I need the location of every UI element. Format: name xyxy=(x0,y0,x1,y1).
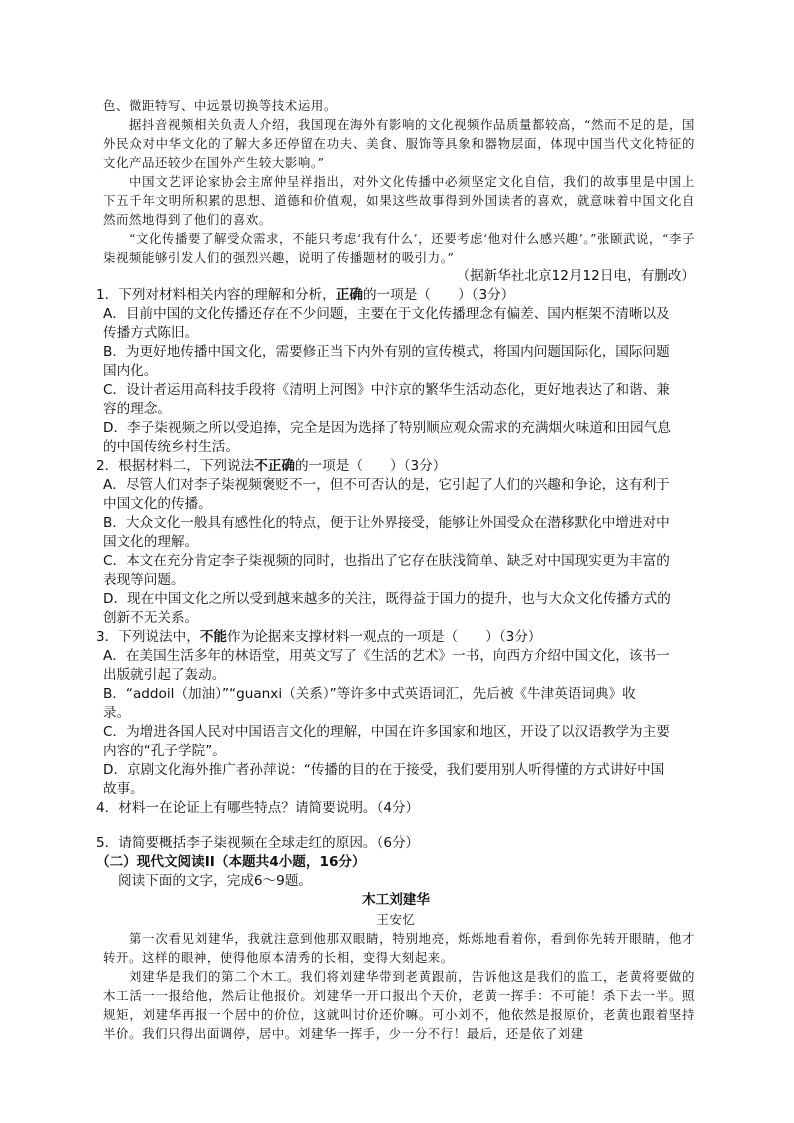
passage-paragraph: 据抖音视频相关负责人介绍，我国现在海外有影响的文化视频作品质量都较高，“然而不足的是，国外民众对中华文化的了解大多还停留在功夫、美食、服饰等具象和器物层面，体现中国当代文化特征的文化产品还较少在国外产生较大影响。” xyxy=(103,117,695,170)
stem-text: 2．根据材料二，下列说法 xyxy=(96,458,255,474)
question-1-option-a: A．目前中国的文化传播还存在不少问题，主要在于文化传播理念有偏差、国内框架不清晰以及 传播方式陈旧。 xyxy=(103,306,670,341)
question-5: 5．请简要概括李子柒视频在全球走红的原因。（6分） xyxy=(96,835,420,851)
question-3-stem xyxy=(96,628,696,647)
passage-paragraph: 中国文艺评论家协会主席仲呈祥指出，对外文化传播中必须坚定文化自信，我们的故事里是中国上下五千年文明所积累的思想、道德和价值观，如果这些故事得到外国读者的喜欢，就意味着中国文化自然而然地得到了他们的喜欢。 xyxy=(103,174,695,227)
question-2-option-a: A．尽管人们对李子柒视频褒贬不一，但不可否认的是，它引起了人们的兴趣和争论，这有利于 中国文化的传播。 xyxy=(103,477,670,512)
passage-line-top: 色、微距特写、中远景切换等技术运用。 xyxy=(103,98,337,113)
article-author: 王安忆 xyxy=(376,912,416,927)
passage-paragraph: “文化传播要了解受众需求，不能只考虑‘我有什么’，还要考虑‘他对什么感兴趣’。”张颐武说，“李子柒视频能够引发人们的强烈兴趣，说明了传播题材的吸引力。” xyxy=(103,231,695,265)
question-3-option-d: D．京剧文化海外推广者孙萍说：“传播的目的在于接受，我们要用别人听得懂的方式讲好中国 故事。 xyxy=(103,762,665,797)
article-title: 木工刘建华 xyxy=(362,892,430,908)
question-3-option-b: B．“addoil（加油）”“guanxi（关系）”等许多中式英语词汇，先后被《牛津英语词典》收 录。 xyxy=(103,686,636,721)
stem-text: 1．下列对材料相关内容的理解和分析， xyxy=(96,287,336,303)
article-paragraph: 刘建华是我们的第二个木工。我们将刘建华带到老黄跟前，告诉他这是我们的监工，老黄将要做的木工活一一报给他，然后让他报价。刘建华一开口报出个天价，老黄一挥手：不可能！杀下去一半。照规矩，刘建华再报一个居中的价位，这就叫讨价还价嘛。可小刘不，他依然是报原价，老黄也跟着坚持半价。我们只得出面调停，居中。刘建华一挥手，少一分不行！最后，还是依了刘建 xyxy=(103,969,695,1041)
section-heading: （二）现代文阅读II（本题共4小题，16分） xyxy=(96,854,366,870)
question-1-stem xyxy=(96,286,696,305)
question-2-option-c: C．本文在充分肯定李子柒视频的同时，也指出了它存在肤浅简单、缺乏对中国现实更为丰富的 表现等问题。 xyxy=(103,553,670,588)
stem-emphasis: 不能 xyxy=(199,629,227,645)
stem-text: 的一项是（ ）（3分） xyxy=(362,287,515,303)
question-2-option-d: D．现在中国文化之所以受到越来越多的关注，既得益于国力的提升，也与大众文化传播方式的 创新不无关系。 xyxy=(103,591,671,626)
question-2-stem xyxy=(96,457,696,476)
stem-emphasis: 不正确 xyxy=(254,458,295,474)
question-1-option-b: B．为更好地传播中国文化，需要修正当下内外有别的宣传模式，将国内问题国际化，国际问题 国内化。 xyxy=(103,344,670,379)
source-citation: （据新华社北京12月12日电，有删改） xyxy=(456,268,695,284)
stem-text: 作为论据来支撑材料一观点的一项是（ ）（3分） xyxy=(227,629,542,645)
section-instruction: 阅读下面的文字，完成6～9题。 xyxy=(118,873,313,889)
stem-emphasis: 正确 xyxy=(335,287,363,303)
question-1-option-d: D．李子柒视频之所以受追捧，完全是因为选择了特别顺应观众需求的充满烟火味道和田园气息 的中国传统乡村生活。 xyxy=(103,420,671,455)
question-3-option-c: C．为增进各国人民对中国语言文化的理解，中国在许多国家和地区，开设了以汉语教学为主要 内容的“孔子学院”。 xyxy=(103,724,670,759)
question-1-option-c: C．设计者运用高科技手段将《清明上河图》中汴京的繁华生活动态化，更好地表达了和谐、兼 容的理念。 xyxy=(103,382,670,417)
question-3-option-a: A．在美国生活多年的林语堂，用英文写了《生活的艺术》一书，向西方介绍中国文化，该书一 出版就引起了轰动。 xyxy=(103,648,670,683)
stem-text: 3．下列说法中， xyxy=(96,629,200,645)
stem-text: 的一项是（ ）（3分） xyxy=(294,458,447,474)
question-2-option-b: B．大众文化一般具有感性化的特点，便于让外界接受，能够让外国受众在潜移默化中增进对中 国文化的理解。 xyxy=(103,515,670,550)
question-4: 4．材料一在论证上有哪些特点？请简要说明。（4分） xyxy=(96,800,420,816)
article-paragraph: 第一次看见刘建华，我就注意到他那双眼睛，特别地亮，烁烁地看着你，看到你先转开眼睛，他才转开。这样的眼神，使得他原本清秀的长相，变得大刻起来。 xyxy=(103,931,695,965)
